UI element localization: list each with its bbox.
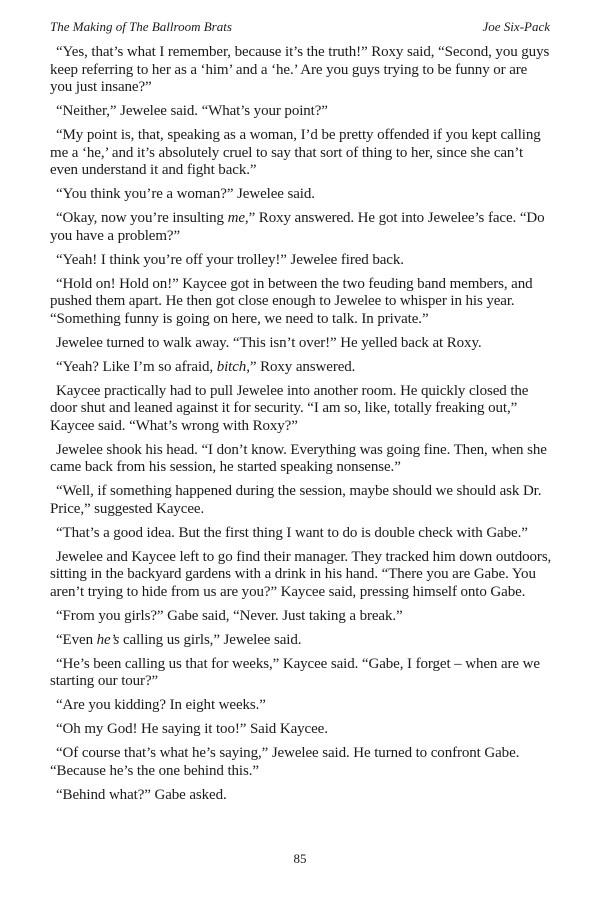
author-name: Joe Six-Pack xyxy=(482,19,550,34)
paragraph: Jewelee and Kaycee left to go find their manager. They tracked him down outdoors, sitting in the backyard gardens with a drink in his hand. “There you are Gabe. You aren’t trying to hide from us are you?” Kaycee said, pressing himself onto Gabe. xyxy=(50,548,552,600)
paragraph: “Yeah? Like I’m so afraid, bitch,” Roxy answered. xyxy=(56,358,356,375)
paragraph: “He’s been calling us that for weeks,” Kaycee said. “Gabe, I forget – when are we starting our tour?” xyxy=(50,655,540,689)
paragraph: “You think you’re a woman?” Jewelee said. xyxy=(56,186,315,202)
paragraph: Jewelee turned to walk away. “This isn’t over!” He yelled back at Roxy. xyxy=(56,334,482,351)
emphasis: bitch, xyxy=(216,358,250,375)
paragraph: “Of course that’s what he’s saying,” Jewelee said. He turned to confront Gabe. “Because he’s the one behind this.” xyxy=(50,745,520,779)
paragraph: “Are you kidding? In eight weeks.” xyxy=(56,697,266,713)
paragraph: “That’s a good idea. But the first thing I want to do is double check with Gabe.” xyxy=(56,524,528,541)
emphasis: he’s xyxy=(96,631,120,648)
paragraph: “Oh my God! He saying it too!” Said Kaycee. xyxy=(56,721,328,737)
paragraph: “Behind what?” Gabe asked. xyxy=(56,786,227,803)
paragraph: “Well, if something happened during the session, maybe should we should ask Dr. Price,” suggested Kaycee. xyxy=(50,483,542,517)
paragraph: “My point is, that, speaking as a woman, I’d be pretty offended if you kept calling me a ‘he,’ and it’s absolutely cruel to say that sort of thing to her, since she can’t even understand it and fight back.” xyxy=(50,127,541,178)
paragraph: “Even he’s calling us girls,” Jewelee said. xyxy=(56,631,302,648)
running-header xyxy=(50,19,550,37)
paragraph: Kaycee practically had to pull Jewelee into another room. He quickly closed the door shut and leaned against it for security. “I am so, like, totally freaking out,” Kaycee said. “What’s wrong with Roxy?” xyxy=(50,382,529,434)
page-number: 85 xyxy=(293,851,307,866)
paragraph: “From you girls?” Gabe said, “Never. Just taking a break.” xyxy=(56,607,403,624)
paragraph: “Yeah! I think you’re off your trolley!” Jewelee fired back. xyxy=(56,251,404,268)
body-text xyxy=(50,44,552,811)
emphasis: me, xyxy=(227,210,249,226)
paragraph: “Okay, now you’re insulting me,” Roxy answered. He got into Jewelee’s face. “Do you have a problem?” xyxy=(50,210,545,244)
paragraph: “Neither,” Jewelee said. “What’s your point?” xyxy=(56,103,328,119)
paragraph: “Hold on! Hold on!” Kaycee got in between the two feuding band members, and pushed them apart. He then got close enough to Jewelee to whisper in his year. “Something funny is going on here, we need to talk. In private.” xyxy=(50,275,533,327)
paragraph: “Yes, that’s what I remember, because it’s the truth!” Roxy said, “Second, you guys keep referring to her as a ‘him’ and a ‘he.’ Are you guys trying to be funny or are you just insane?” xyxy=(50,44,550,95)
paragraph: Jewelee shook his head. “I don’t know. Everything was going fine. Then, when she came back from his session, he started speaking nonsense.” xyxy=(50,441,547,475)
book-title: The Making of The Ballroom Brats xyxy=(50,19,232,34)
